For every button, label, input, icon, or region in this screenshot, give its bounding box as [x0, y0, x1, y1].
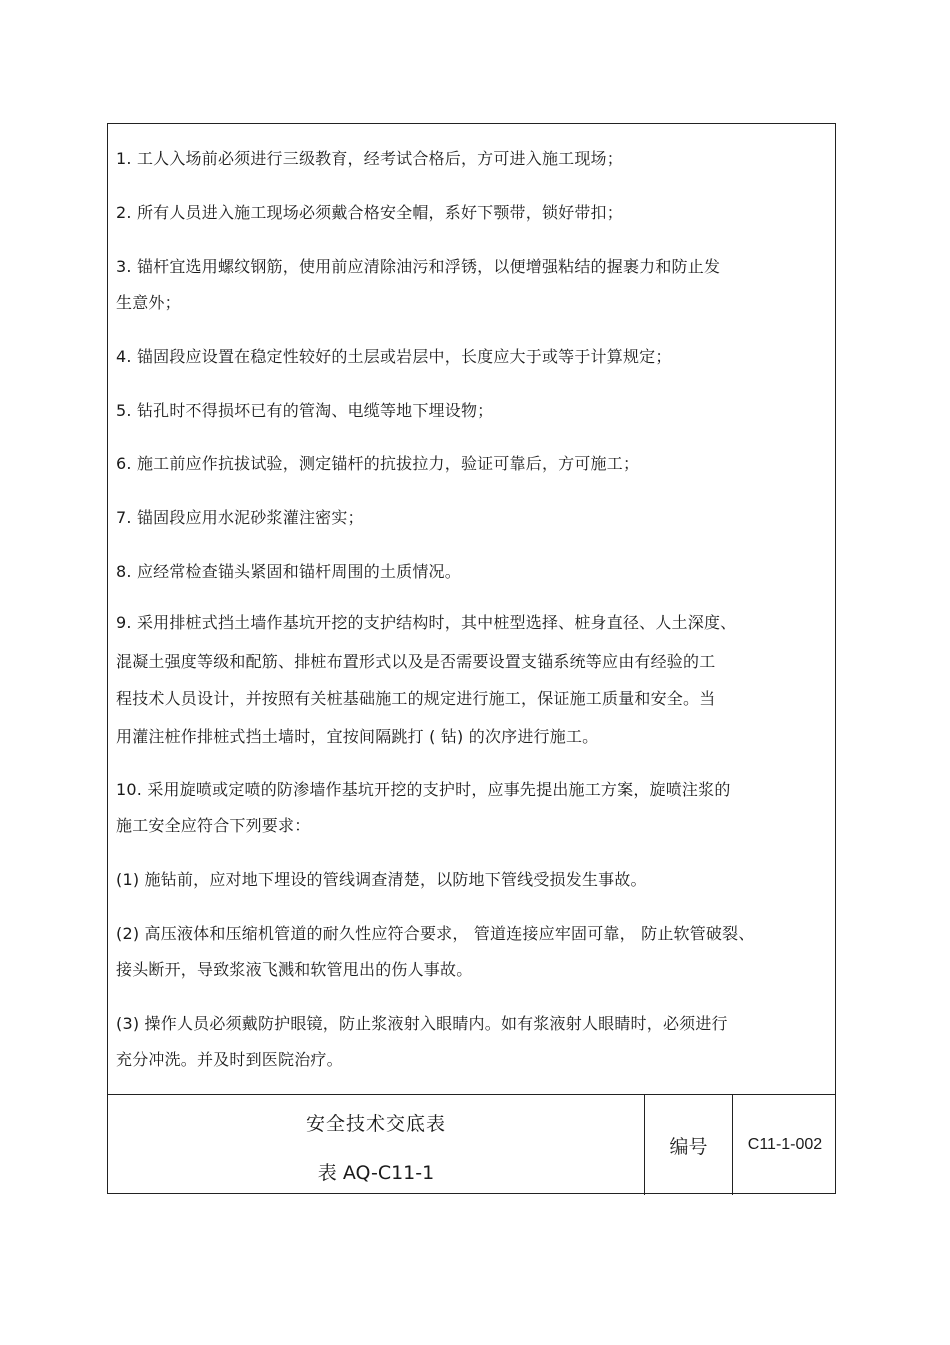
serial-code: C11-1-002 [747, 1136, 823, 1153]
instruction-line: 6. 施工前应作抗拔试验，测定锚杆的抗拔拉力，验证可靠后，方可施工； [116, 454, 640, 473]
instruction-line: 程技术人员设计，并按照有关桩基础施工的规定进行施工，保证施工质量和安全。当 [116, 689, 716, 708]
form-title-cell [108, 1095, 645, 1195]
instruction-line: 9. 采用排桩式挡土墙作基坑开挖的支护结构时，其中桩型选择、桩身直径、人土深度、 [116, 613, 737, 632]
instruction-line: 充分冲洗。并及时到医院治疗。 [116, 1050, 343, 1069]
instruction-line: 施工安全应符合下列要求： [116, 816, 311, 835]
instruction-line: 4. 锚固段应设置在稳定性较好的土层或岩层中，长度应大于或等于计算规定； [116, 347, 672, 366]
form-number: 表 AQ-C11-1 [317, 1162, 435, 1184]
serial-label-cell [645, 1095, 733, 1195]
instruction-line: 8. 应经常检查锚头紧固和锚杆周围的土质情况。 [116, 562, 461, 581]
instruction-line: 10. 采用旋喷或定喷的防渗墙作基坑开挖的支护时，应事先提出施工方案，旋喷注浆的 [116, 780, 731, 799]
serial-code-cell [733, 1095, 837, 1195]
instruction-line: 7. 锚固段应用水泥砂浆灌注密实； [116, 508, 364, 527]
instruction-line: 1. 工人入场前必须进行三级教育，经考试合格后，方可进入施工现场； [116, 149, 623, 168]
serial-label: 编号 [669, 1135, 708, 1158]
instruction-line: 生意外； [116, 293, 181, 312]
form-footer [108, 1095, 835, 1195]
instruction-line: 3. 锚杆宜选用螺纹钢筋，使用前应清除油污和浮锈，以便增强粘结的握裹力和防止发 [116, 257, 721, 276]
instruction-line: 2. 所有人员进入施工现场必须戴合格安全帽，系好下颚带，锁好带扣； [116, 203, 623, 222]
form-title: 安全技术交底表 [305, 1113, 446, 1135]
instruction-content [108, 124, 835, 1095]
instruction-line: (3) 操作人员必须戴防护眼镜，防止浆液射入眼睛内。如有浆液射人眼睛时，必须进行 [116, 1014, 728, 1033]
instruction-line: 混凝土强度等级和配筋、排桩布置形式以及是否需要设置支锚系统等应由有经验的工 [116, 652, 716, 671]
instruction-line: 用灌注桩作排桩式挡土墙时，宜按间隔跳打 ( 钻) 的次序进行施工。 [116, 727, 599, 746]
instruction-line: 5. 钻孔时不得损坏已有的管淘、电缆等地下埋设物； [116, 401, 494, 420]
instruction-line: (2) 高压液体和压缩机管道的耐久性应符合要求， 管道连接应牢固可靠， 防止软管破裂、 [116, 924, 755, 943]
document-table [107, 123, 836, 1194]
instruction-line: (1) 施钻前，应对地下埋设的管线调查清楚，以防地下管线受损发生事故。 [116, 870, 647, 889]
instruction-line: 接头断开，导致浆液飞溅和软管甩出的伤人事故。 [116, 960, 473, 979]
